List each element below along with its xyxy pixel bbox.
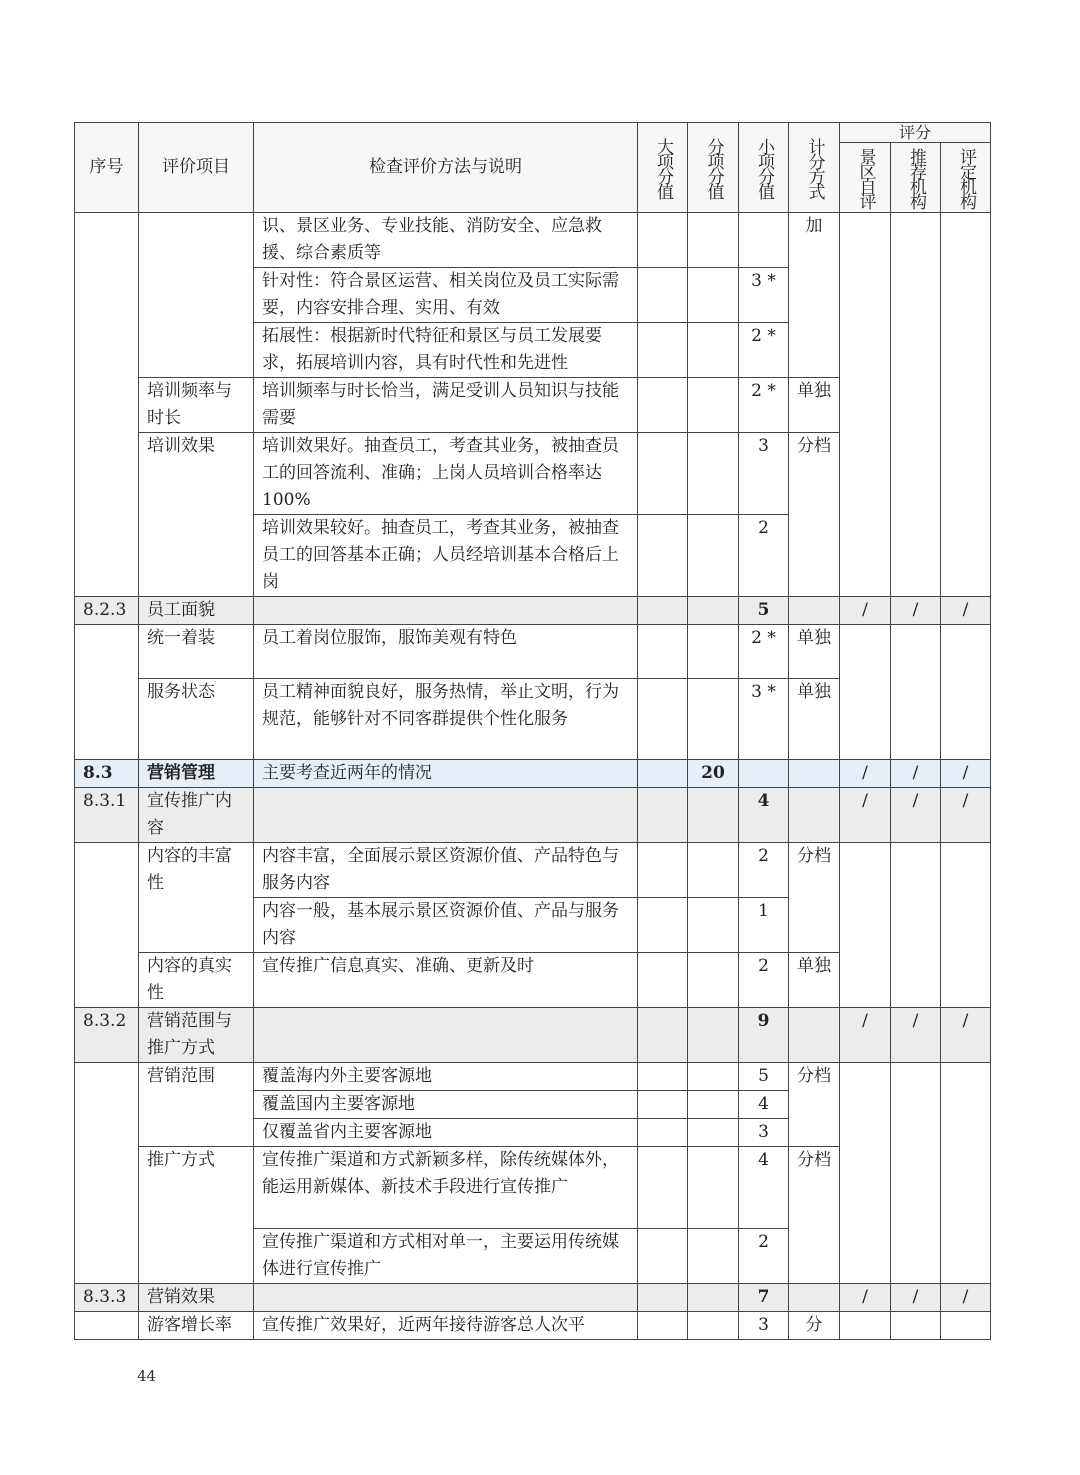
cell-item: 内容的丰富性: [139, 843, 254, 953]
cell-method: 拓展性：根据新时代特征和景区与员工发展要求，拓展培训内容，具有时代性和先进性: [254, 323, 638, 378]
cell-method: 覆盖海内外主要客源地: [254, 1063, 638, 1091]
cell-method: 内容丰富，全面展示景区资源价值、产品特色与服务内容: [254, 843, 638, 898]
cell-method: 宣传推广信息真实、准确、更新及时: [254, 953, 638, 1008]
header-self: [840, 143, 891, 213]
cell-score: 3: [739, 433, 789, 515]
cell-score: 2 *: [739, 323, 789, 378]
header-small: [739, 123, 789, 213]
cell-recommend: /: [891, 1284, 941, 1312]
cell-method: 覆盖国内主要客源地: [254, 1091, 638, 1119]
cell-score: 2: [739, 953, 789, 1008]
cell-calc: 单独: [789, 625, 840, 679]
cell-score: 2 *: [739, 378, 789, 433]
header-sub-text: 分项分值: [703, 137, 724, 198]
cell-calc: 分档: [789, 1147, 840, 1284]
header-method: 检查评价方法与说明: [254, 123, 638, 213]
cell-seq: [75, 213, 139, 597]
cell-calc: 单独: [789, 378, 840, 433]
cell-seq: 8.3.1: [75, 788, 139, 843]
table-row: [75, 1284, 991, 1312]
table-row: [75, 625, 991, 679]
cell-self: /: [840, 597, 891, 625]
cell-score: 3: [739, 1312, 789, 1340]
table-row: [75, 1008, 991, 1063]
cell-score: 3: [739, 1119, 789, 1147]
header-calc: [789, 123, 840, 213]
cell-method: 培训频率与时长恰当，满足受训人员知识与技能需要: [254, 378, 638, 433]
cell-score: 9: [739, 1008, 789, 1063]
cell-seq: 8.3.2: [75, 1008, 139, 1063]
cell-score: 7: [739, 1284, 789, 1312]
cell-assess: /: [941, 788, 991, 843]
cell-seq: 8.3: [75, 760, 139, 788]
cell-score: 2 *: [739, 625, 789, 679]
cell-calc: 单独: [789, 953, 840, 1008]
cell-score: 4: [739, 1091, 789, 1119]
cell-item: 营销范围: [139, 1063, 254, 1147]
header-item: 评价项目: [139, 123, 254, 213]
cell-item: [139, 213, 254, 378]
cell-item: 宣传推广内容: [139, 788, 254, 843]
cell-method: 培训效果较好。抽查员工，考查其业务，被抽查员工的回答基本正确；人员经培训基本合格后上岗: [254, 515, 638, 597]
cell-item: 游客增长率: [139, 1312, 254, 1340]
cell-recommend: /: [891, 597, 941, 625]
cell-item: 内容的真实性: [139, 953, 254, 1008]
cell-calc: 加: [789, 213, 840, 378]
cell-method: 员工着岗位服饰，服饰美观有特色: [254, 625, 638, 679]
cell-item: 推广方式: [139, 1147, 254, 1284]
header-assess-text: 评定机构: [956, 147, 976, 208]
cell-item: 营销范围与推广方式: [139, 1008, 254, 1063]
table-row: [75, 1312, 991, 1340]
cell-method: 主要考查近两年的情况: [254, 760, 638, 788]
cell-method: 仅覆盖省内主要客源地: [254, 1119, 638, 1147]
cell-self: /: [840, 788, 891, 843]
cell-score: 2: [739, 1229, 789, 1284]
table-row: [75, 213, 991, 268]
cell-assess: /: [941, 1008, 991, 1063]
cell-assess: /: [941, 1284, 991, 1312]
cell-item: 培训效果: [139, 433, 254, 597]
table-header-row: [75, 123, 991, 143]
cell-score: 3 *: [739, 268, 789, 323]
header-small-text: 小项分值: [754, 137, 774, 198]
header-recommend: [891, 143, 941, 213]
cell-seq: 8.2.3: [75, 597, 139, 625]
cell-major: 20: [688, 760, 739, 788]
cell-item: 统一着装: [139, 625, 254, 679]
table-row: [75, 788, 991, 843]
cell-calc: 单独: [789, 679, 840, 760]
cell-item: 员工面貌: [139, 597, 254, 625]
cell-calc: 分档: [789, 843, 840, 953]
cell-score: 2: [739, 515, 789, 597]
header-seq: 序号: [75, 123, 139, 213]
cell-calc: 分档: [789, 1063, 840, 1147]
header-score: 评分: [840, 123, 991, 143]
cell-score: 2: [739, 843, 789, 898]
header-recommend-text: 推荐机构: [906, 147, 926, 208]
cell-method: 宣传推广效果好，近两年接待游客总人次平: [254, 1312, 638, 1340]
cell-score: 4: [739, 1147, 789, 1229]
page-number: 44: [137, 1367, 157, 1385]
cell-method: 宣传推广渠道和方式新颖多样，除传统媒体外，能运用新媒体、新技术手段进行宣传推广: [254, 1147, 638, 1229]
cell-method: 宣传推广渠道和方式相对单一，主要运用传统媒体进行宣传推广: [254, 1229, 638, 1284]
cell-score: 5: [739, 597, 789, 625]
header-calc-text: 计分方式: [804, 137, 825, 198]
evaluation-table: [74, 122, 991, 1340]
cell-recommend: /: [891, 788, 941, 843]
cell-calc: 分档: [789, 433, 840, 597]
cell-item: 营销效果: [139, 1284, 254, 1312]
cell-score: 3 *: [739, 679, 789, 760]
cell-calc: 分: [789, 1312, 840, 1340]
cell-assess: /: [941, 760, 991, 788]
cell-score: [739, 213, 789, 268]
header-assess: [941, 143, 991, 213]
cell-item: 培训频率与时长: [139, 378, 254, 433]
header-sub: [688, 123, 739, 213]
cell-self: /: [840, 1284, 891, 1312]
cell-seq: 8.3.3: [75, 1284, 139, 1312]
cell-score: 4: [739, 788, 789, 843]
table-row: [75, 1063, 991, 1091]
cell-recommend: /: [891, 1008, 941, 1063]
cell-item: 服务状态: [139, 679, 254, 760]
header-self-text: 景区自评: [855, 147, 876, 208]
table-row: [75, 843, 991, 898]
cell-score: 1: [739, 898, 789, 953]
cell-score: 5: [739, 1063, 789, 1091]
header-major-text: 大项分值: [653, 137, 673, 198]
cell-item: 营销管理: [139, 760, 254, 788]
table-row: [75, 597, 991, 625]
cell-self: /: [840, 1008, 891, 1063]
cell-assess: /: [941, 597, 991, 625]
cell-method: 针对性：符合景区运营、相关岗位及员工实际需要，内容安排合理、实用、有效: [254, 268, 638, 323]
cell-self: /: [840, 760, 891, 788]
cell-method: 内容一般，基本展示景区资源价值、产品与服务内容: [254, 898, 638, 953]
table-row: [75, 760, 991, 788]
header-major: [638, 123, 688, 213]
cell-method: 培训效果好。抽查员工，考查其业务，被抽查员工的回答流利、准确；上岗人员培训合格率达 100%: [254, 433, 638, 515]
cell-recommend: /: [891, 760, 941, 788]
cell-method: 员工精神面貌良好，服务热情，举止文明，行为规范，能够针对不同客群提供个性化服务: [254, 679, 638, 760]
cell-method: 识、景区业务、专业技能、消防安全、应急救援、综合素质等: [254, 213, 638, 268]
